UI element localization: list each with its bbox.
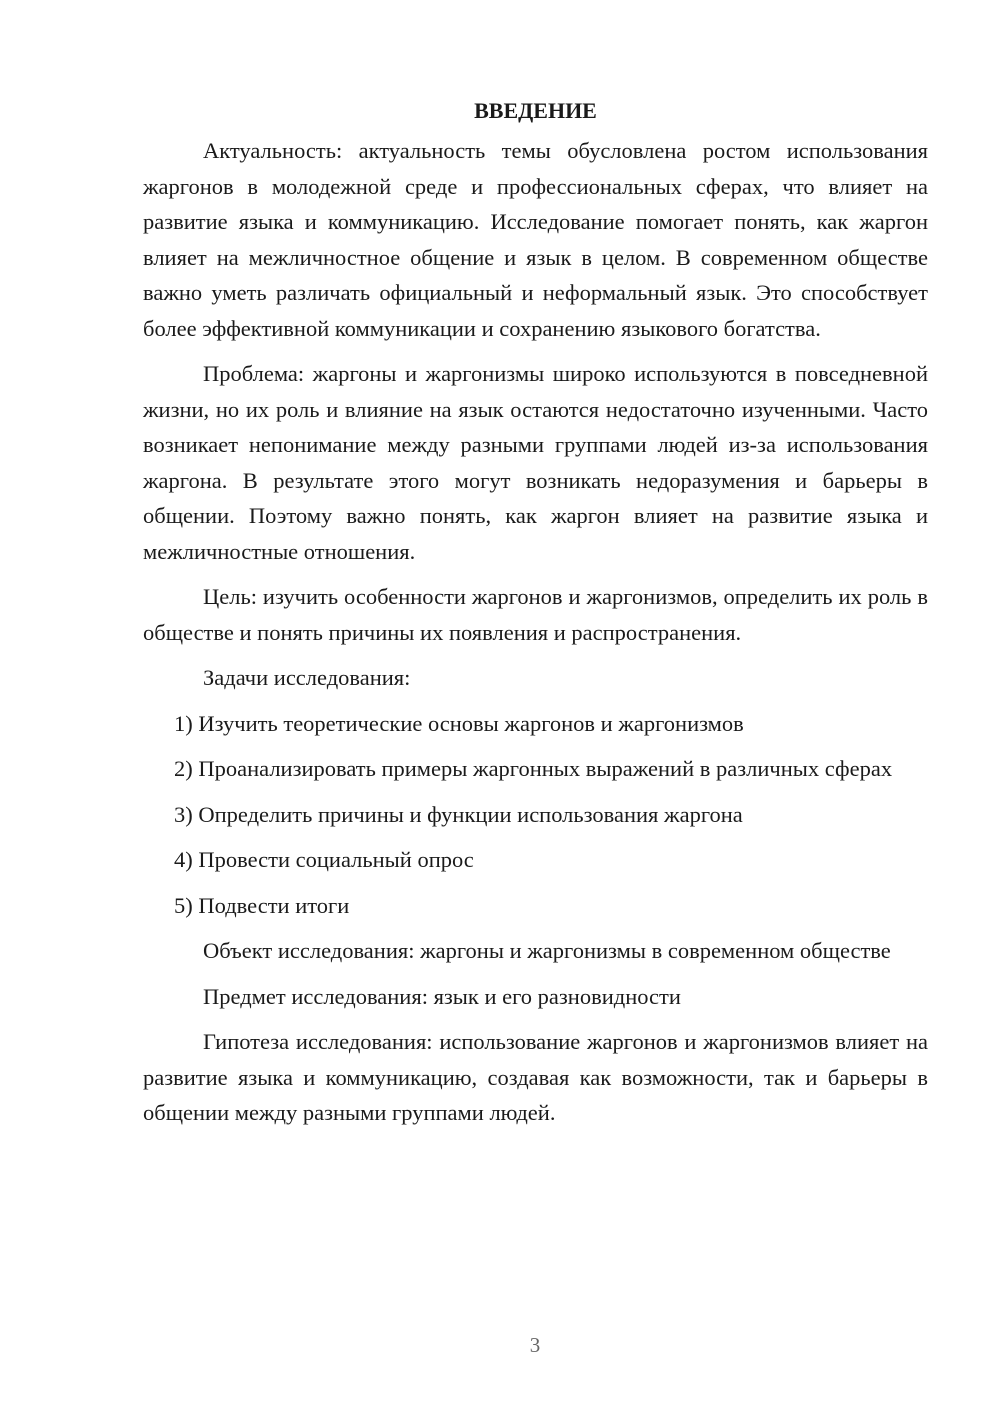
problem-paragraph: Проблема: жаргоны и жаргонизмы широко используются в повседневной жизни, но их роль и влияние на язык остаются недостаточно изученными. Часто возникает непонимание между разными группами людей из-за использования жаргона. В результате этого могут возникать недоразумения и барьеры в общении. Поэтому важно понять, как жаргон влияет на развитие языка и межличностные отношения. (143, 361, 928, 564)
hypothesis-paragraph: Гипотеза исследования: использование жаргонов и жаргонизмов влияет на развитие языка и коммуникацию, создавая как возможности, так и барьеры в общении между разными группами людей. (143, 1029, 928, 1125)
task-item-5: 5) Подвести итоги (174, 892, 350, 918)
page-content (143, 95, 928, 1141)
research-subject-paragraph: Предмет исследования: язык и его разновидности (203, 983, 681, 1009)
page-title: ВВЕДЕНИЕ (474, 98, 597, 123)
tasks-heading: Задачи исследования: (203, 665, 411, 690)
page-number: 3 (529, 1333, 541, 1357)
relevance-paragraph: Актуальность: актуальность темы обусловлена ростом использования жаргонов в молодежной среде и профессиональных сферах, что влияет на развитие языка и коммуникацию. Исследование помогает понять, как жаргон влияет на межличностное общение и язык в целом. В современном обществе важно уметь различать официальный и неформальный язык. Это способствует более эффективной коммуникации и сохранению языкового богатства. (143, 138, 928, 341)
task-item-2: 2) Проанализировать примеры жаргонных выражений в различных сферах (174, 756, 893, 781)
task-item-4: 4) Провести социальный опрос (174, 847, 474, 872)
research-object-paragraph: Объект исследования: жаргоны и жаргонизмы в современном обществе (203, 938, 891, 963)
task-item-3: 3) Определить причины и функции использования жаргона (174, 801, 743, 827)
goal-paragraph: Цель: изучить особенности жаргонов и жаргонизмов, определить их роль в обществе и понять причины их появления и распространения. (143, 584, 928, 645)
task-item-1: 1) Изучить теоретические основы жаргонов и жаргонизмов (174, 710, 744, 736)
